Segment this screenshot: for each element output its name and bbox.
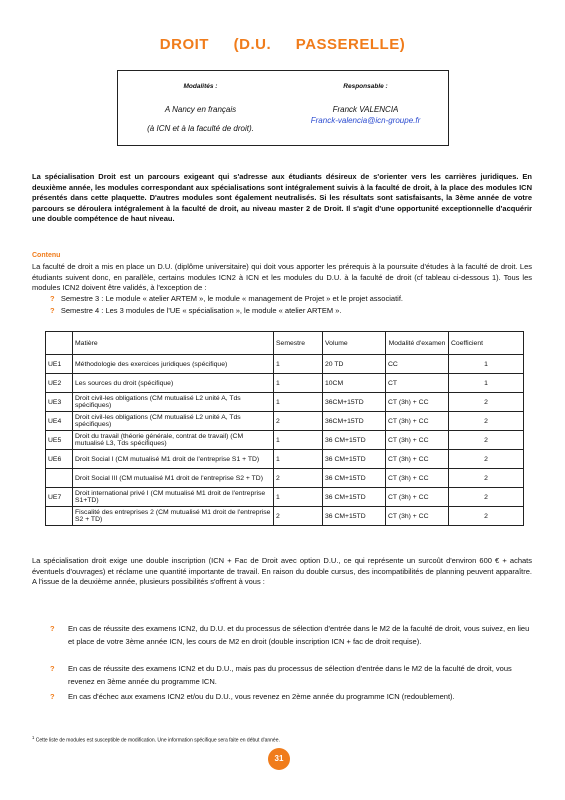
table-row <box>46 374 524 393</box>
table-cell-semestre: 1 <box>274 393 323 412</box>
table-cell-semestre: 1 <box>274 450 323 469</box>
option-text: En cas de réussite des examens ICN2, du D.U. et du processus de sélection d'entrée dans le M2 de la faculté de droit, vous suivez, en lieu et place de votre 3ème année ICN, les cours de M2 en droit (double inscription ICN + fac de droit requise). <box>68 624 530 646</box>
bullet-icon: ? <box>50 306 55 315</box>
table-cell-ue: UE2 <box>46 374 73 393</box>
responsable-block <box>283 81 448 126</box>
table-cell-semestre: 2 <box>274 412 323 431</box>
table-cell-volume: 36 CM+15TD <box>323 450 386 469</box>
table-cell-ue <box>46 469 73 488</box>
table-cell-matiere: Les sources du droit (spécifique) <box>73 374 274 393</box>
table-cell-modalite: CT <box>386 374 449 393</box>
bullet-icon: ? <box>50 692 55 701</box>
table-cell-modalite: CT (3h) + CC <box>386 393 449 412</box>
table-cell-coef: 1 <box>449 355 524 374</box>
table-cell-coef: 2 <box>449 507 524 526</box>
contenu-paragraph <box>32 262 532 294</box>
table-cell-volume: 36CM+15TD <box>323 393 386 412</box>
table-header: Volume <box>323 332 386 355</box>
table-cell-modalite: CT (3h) + CC <box>386 431 449 450</box>
option-item <box>50 622 530 648</box>
table-cell-modalite: CT (3h) + CC <box>386 450 449 469</box>
bullet-icon: ? <box>50 664 55 673</box>
footnote <box>32 734 292 745</box>
table-cell-matiere: Droit Social III (CM mutualisé M1 droit de l'entreprise S2 + TD) <box>73 469 274 488</box>
table-cell-volume: 10CM <box>323 374 386 393</box>
table-header <box>46 332 73 355</box>
table-cell-matiere: Droit civil-les obligations (CM mutualisé L2 unité A, Tds spécifiques) <box>73 412 274 431</box>
table-cell-volume: 36 CM+15TD <box>323 488 386 507</box>
table-cell-ue: UE3 <box>46 393 73 412</box>
modalites-line2: (à ICN et à la faculté de droit). <box>147 124 254 133</box>
table-row <box>46 469 524 488</box>
contenu-bullet <box>50 306 530 316</box>
bullet-icon: ? <box>50 294 55 303</box>
table-row <box>46 488 524 507</box>
table-cell-ue: UE1 <box>46 355 73 374</box>
table-cell-modalite: CC <box>386 355 449 374</box>
title-part: DROIT <box>159 36 209 53</box>
table-cell-coef: 2 <box>449 450 524 469</box>
table-cell-volume: 36 CM+15TD <box>323 507 386 526</box>
table-cell-semestre: 2 <box>274 469 323 488</box>
responsable-label: Responsable : <box>343 83 388 90</box>
contenu-heading: Contenu <box>32 252 61 259</box>
double-inscription-paragraph: La spécialisation droit exige une double inscription (ICN + Fac de Droit avec option D.U., ce qui représente un surcoût d'environ 600 € + achats éventuels d'ouvrages) et réclame une quantité importante de travail. En raison du double cursus, des incompatibilités de planning peuvent apparaître. A l'issue de la deuxième année, plusieurs possibilités s'offrent à vous : <box>32 556 532 586</box>
contenu-text: La faculté de droit a mis en place un D.U. (diplôme universitaire) qui doit vous apporter les prérequis à la poursuite d'études à la faculté de droit. Les étudiants suivent donc, en parallèle, certains modules ICN2 à ICN et les modules du D.U. à la faculté de droit (cf tableau ci-dessous 1). Tous les modules ICN2 doivent être validés, à l'exception de : <box>32 262 532 292</box>
table-body <box>46 355 524 526</box>
table-row <box>46 355 524 374</box>
table-header: Semestre <box>274 332 323 355</box>
modules-table <box>45 331 524 526</box>
table-cell-modalite: CT (3h) + CC <box>386 507 449 526</box>
table-cell-coef: 2 <box>449 488 524 507</box>
table-header-row <box>46 332 524 355</box>
table-cell-matiere: Méthodologie des exercices juridiques (spécifique) <box>73 355 274 374</box>
table-cell-volume: 36 CM+15TD <box>323 431 386 450</box>
table-cell-ue: UE5 <box>46 431 73 450</box>
table-cell-modalite: CT (3h) + CC <box>386 412 449 431</box>
table-cell-coef: 2 <box>449 469 524 488</box>
title-part: (D.U. <box>233 36 272 53</box>
modalites-label: Modalités : <box>183 83 218 90</box>
responsable-email[interactable]: Franck-valencia@icn-groupe.fr <box>310 116 421 125</box>
table-cell-semestre: 2 <box>274 507 323 526</box>
page-number: 31 <box>268 748 290 770</box>
table-row <box>46 450 524 469</box>
page-title <box>0 36 565 53</box>
intro-paragraph: La spécialisation Droit est un parcours exigeant qui s'adresse aux étudiants désireux de s'orienter vers les carrières juridiques. En deuxième année, les modules correspondant aux spécialisations sont intégralement suivis à la faculté de droit, à la place des modules ICN présentés dans cette plaquette. D'autres modules sont également neutralisés. Si les résultats sont satisfaisants, la 3ème année de votre parcours se déroulera intégralement à la faculté de droit, au niveau master 2 de Droit. Il s'agit d'une opportunité exceptionnelle d'acquérir une double compétence de haut niveau. <box>32 172 532 223</box>
table-cell-coef: 2 <box>449 431 524 450</box>
responsable-name: Franck VALENCIA <box>332 105 399 114</box>
table-cell-modalite: CT (3h) + CC <box>386 469 449 488</box>
table-cell-ue: UE4 <box>46 412 73 431</box>
table-cell-coef: 2 <box>449 393 524 412</box>
table-header: Modalité d'examen <box>386 332 449 355</box>
table-cell-volume: 20 TD <box>323 355 386 374</box>
table-cell-volume: 36 CM+15TD <box>323 469 386 488</box>
table-cell-ue: UE7 <box>46 488 73 507</box>
footnote-text: Cette liste de modules est susceptible de modification. Une information spécifique sera faite en début d'année. <box>35 737 280 744</box>
option-text: En cas d'échec aux examens ICN2 et/ou du D.U., vous revenez en 2ème année du programme ICN (redoublement). <box>68 692 455 701</box>
table-cell-ue <box>46 507 73 526</box>
table-cell-modalite: CT (3h) + CC <box>386 488 449 507</box>
table-cell-semestre: 1 <box>274 488 323 507</box>
table-cell-coef: 1 <box>449 374 524 393</box>
table-cell-semestre: 1 <box>274 355 323 374</box>
table-header: Coefficient <box>449 332 524 355</box>
modalites-block <box>118 81 283 134</box>
table-cell-semestre: 1 <box>274 374 323 393</box>
title-part: PASSERELLE) <box>295 36 406 53</box>
contenu-bullet <box>50 294 530 304</box>
option-item <box>50 662 530 688</box>
table-cell-matiere: Droit Social I (CM mutualisé M1 droit de l'entreprise S1 + TD) <box>73 450 274 469</box>
table-cell-matiere: Droit du travail (théorie générale, contrat de travail) (CM mutualisé L3, Tds spécifiques) <box>73 431 274 450</box>
table-cell-volume: 36CM+15TD <box>323 412 386 431</box>
table-cell-matiere: Droit civil-les obligations (CM mutualisé L2 unité A, Tds spécifiques) <box>73 393 274 412</box>
table-cell-matiere: Fiscalité des entreprises 2 (CM mutualisé M1 droit de l'entreprise S2 + TD) <box>73 507 274 526</box>
bullet-text: Semestre 4 : Les 3 modules de l'UE « spécialisation », le module « atelier ARTEM ». <box>60 306 342 315</box>
modalites-line1: A Nancy en français <box>164 105 237 114</box>
option-item <box>50 690 530 703</box>
table-row <box>46 393 524 412</box>
table-cell-ue: UE6 <box>46 450 73 469</box>
bullet-text: Semestre 3 : Le module « atelier ARTEM », le module « management de Projet » et le projet associatif. <box>60 294 403 303</box>
option-text: En cas de réussite des examens ICN2 et du D.U., mais pas du processus de sélection d'entrée dans le M2 de la faculté de droit, vous revenez en 3ème année du programme ICN. <box>68 664 512 686</box>
bullet-icon: ? <box>50 624 55 633</box>
table-cell-coef: 2 <box>449 412 524 431</box>
table-cell-semestre: 1 <box>274 431 323 450</box>
info-box <box>117 70 449 146</box>
footnote-mark: 1 <box>32 735 35 740</box>
table-row <box>46 507 524 526</box>
table-header: Matière <box>73 332 274 355</box>
table-row <box>46 431 524 450</box>
table-row <box>46 412 524 431</box>
table-cell-matiere: Droit international privé I (CM mutualisé M1 droit de l'entreprise S1+TD) <box>73 488 274 507</box>
